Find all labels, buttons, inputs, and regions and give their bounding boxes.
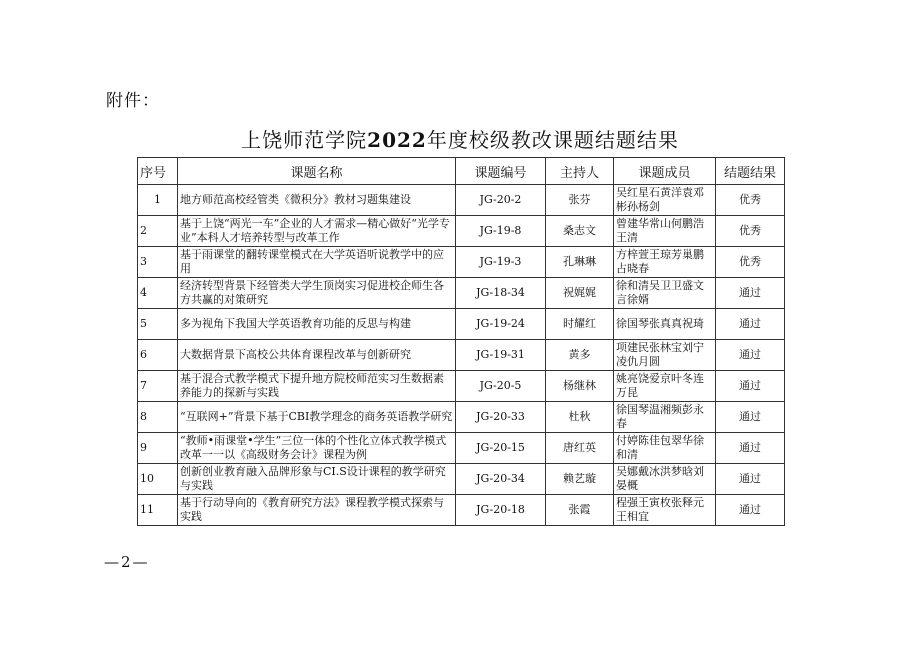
cell-members: 程强王寅枚张释元王相宜 [614, 495, 716, 526]
cell-project-code: JG-20-5 [456, 371, 546, 402]
cell-members: 项建民张林宝刘宁凌仇月圆 [614, 340, 716, 371]
cell-host: 桑志文 [546, 216, 614, 247]
cell-members: 徐和清吴卫卫盛文言徐婿 [614, 278, 716, 309]
table-row [138, 247, 785, 278]
cell-no: 3 [138, 247, 178, 278]
cell-no: 2 [138, 216, 178, 247]
cell-result: 通过 [716, 495, 785, 526]
page-number: —2— [104, 553, 150, 571]
cell-no: 10 [138, 464, 178, 495]
cell-project-code: JG-20-34 [456, 464, 546, 495]
cell-project-code: JG-19-8 [456, 216, 546, 247]
cell-result: 优秀 [716, 216, 785, 247]
cell-no: 4 [138, 278, 178, 309]
title-year: 2022 [367, 128, 427, 152]
table-row [138, 340, 785, 371]
document-title [0, 124, 920, 153]
cell-host: 杜秋 [546, 402, 614, 433]
col-header-result: 结题结果 [716, 158, 785, 185]
cell-project-name: “教师•雨课堂•学生”三位一体的个性化立体式教学模式改革一一以《高级财务会计》课程为例 [178, 433, 456, 464]
cell-project-code: JG-20-15 [456, 433, 546, 464]
col-header-host: 主持人 [546, 158, 614, 185]
cell-project-name: 基于上饶“两光一车”企业的人才需求—精心做好“光学专业”本科人才培养转型与改革工作 [178, 216, 456, 247]
cell-members: 姚亮饶爱京叶冬连万昆 [614, 371, 716, 402]
cell-members: 方梓萱王琼芳巢鹏占晓春 [614, 247, 716, 278]
cell-project-name: 经济转型背景下经管类大学生顶岗实习促进校企师生各方共赢的对策研究 [178, 278, 456, 309]
title-suffix: 年度校级教改课题结题结果 [426, 128, 679, 152]
cell-host: 杨继林 [546, 371, 614, 402]
cell-project-name: 基于混合式教学模式下提升地方院校师范实习生数据素养能力的探新与实践 [178, 371, 456, 402]
cell-project-code: JG-20-2 [456, 185, 546, 216]
cell-project-code: JG-19-31 [456, 340, 546, 371]
cell-result: 优秀 [716, 185, 785, 216]
cell-members: 曾建华常山何鹏浩王清 [614, 216, 716, 247]
cell-no: 8 [138, 402, 178, 433]
cell-result: 通过 [716, 309, 785, 340]
cell-members: 徐国琴张真真祝琦 [614, 309, 716, 340]
cell-result: 通过 [716, 371, 785, 402]
col-header-name: 课题名称 [178, 158, 456, 185]
cell-members: 吴红星石黄洋袁邓彬孙杨剑 [614, 185, 716, 216]
cell-host: 张霞 [546, 495, 614, 526]
cell-result: 优秀 [716, 247, 785, 278]
cell-members: 付婷陈佳包翠华徐和清 [614, 433, 716, 464]
cell-no: 9 [138, 433, 178, 464]
cell-result: 通过 [716, 433, 785, 464]
table-row [138, 216, 785, 247]
cell-host: 黄多 [546, 340, 614, 371]
cell-host: 时耀红 [546, 309, 614, 340]
title-prefix: 上饶师范学院 [241, 128, 368, 152]
table-row [138, 433, 785, 464]
cell-members: 吴娜戴冰洪梦晗刘晏概 [614, 464, 716, 495]
cell-result: 通过 [716, 278, 785, 309]
cell-host: 赖艺璇 [546, 464, 614, 495]
cell-result: 通过 [716, 340, 785, 371]
cell-no: 7 [138, 371, 178, 402]
cell-host: 唐红英 [546, 433, 614, 464]
results-table [137, 157, 785, 526]
cell-project-code: JG-19-3 [456, 247, 546, 278]
table-row [138, 495, 785, 526]
cell-project-name: 多为视角下我国大学英语教育功能的反思与构建 [178, 309, 456, 340]
cell-no: 11 [138, 495, 178, 526]
cell-host: 孔琳琳 [546, 247, 614, 278]
cell-result: 通过 [716, 402, 785, 433]
cell-no: 6 [138, 340, 178, 371]
cell-no: 1 [138, 185, 178, 216]
cell-project-name: 大数据背景下高校公共体育课程改革与创新研究 [178, 340, 456, 371]
table-row [138, 278, 785, 309]
cell-host: 祝娓娓 [546, 278, 614, 309]
attachment-label: 附件： [106, 91, 160, 111]
cell-result: 通过 [716, 464, 785, 495]
cell-project-code: JG-18-34 [456, 278, 546, 309]
table-header-row [138, 158, 785, 185]
col-header-members: 课题成员 [614, 158, 716, 185]
table-row [138, 185, 785, 216]
cell-project-name: 基于行动导向的《教育研究方法》课程教学模式探索与实践 [178, 495, 456, 526]
cell-no: 5 [138, 309, 178, 340]
cell-project-name: 创新创业教育融入品牌形象与CI.S设计课程的教学研究与实践 [178, 464, 456, 495]
cell-members: 徐国琴温湘频彭永春 [614, 402, 716, 433]
table-row [138, 464, 785, 495]
col-header-no: 序号 [138, 158, 178, 185]
table-row [138, 402, 785, 433]
table-row [138, 371, 785, 402]
cell-project-code: JG-20-18 [456, 495, 546, 526]
table-row [138, 309, 785, 340]
col-header-code: 课题编号 [456, 158, 546, 185]
cell-project-name: “互联网+”背景下基于CBI教学理念的商务英语教学研究 [178, 402, 456, 433]
cell-project-code: JG-20-33 [456, 402, 546, 433]
cell-host: 张芬 [546, 185, 614, 216]
cell-project-name: 基于雨课堂的翻转课堂模式在大学英语听说教学中的应用 [178, 247, 456, 278]
cell-project-code: JG-19-24 [456, 309, 546, 340]
cell-project-name: 地方师范高校经管类《微积分》教材习题集建设 [178, 185, 456, 216]
